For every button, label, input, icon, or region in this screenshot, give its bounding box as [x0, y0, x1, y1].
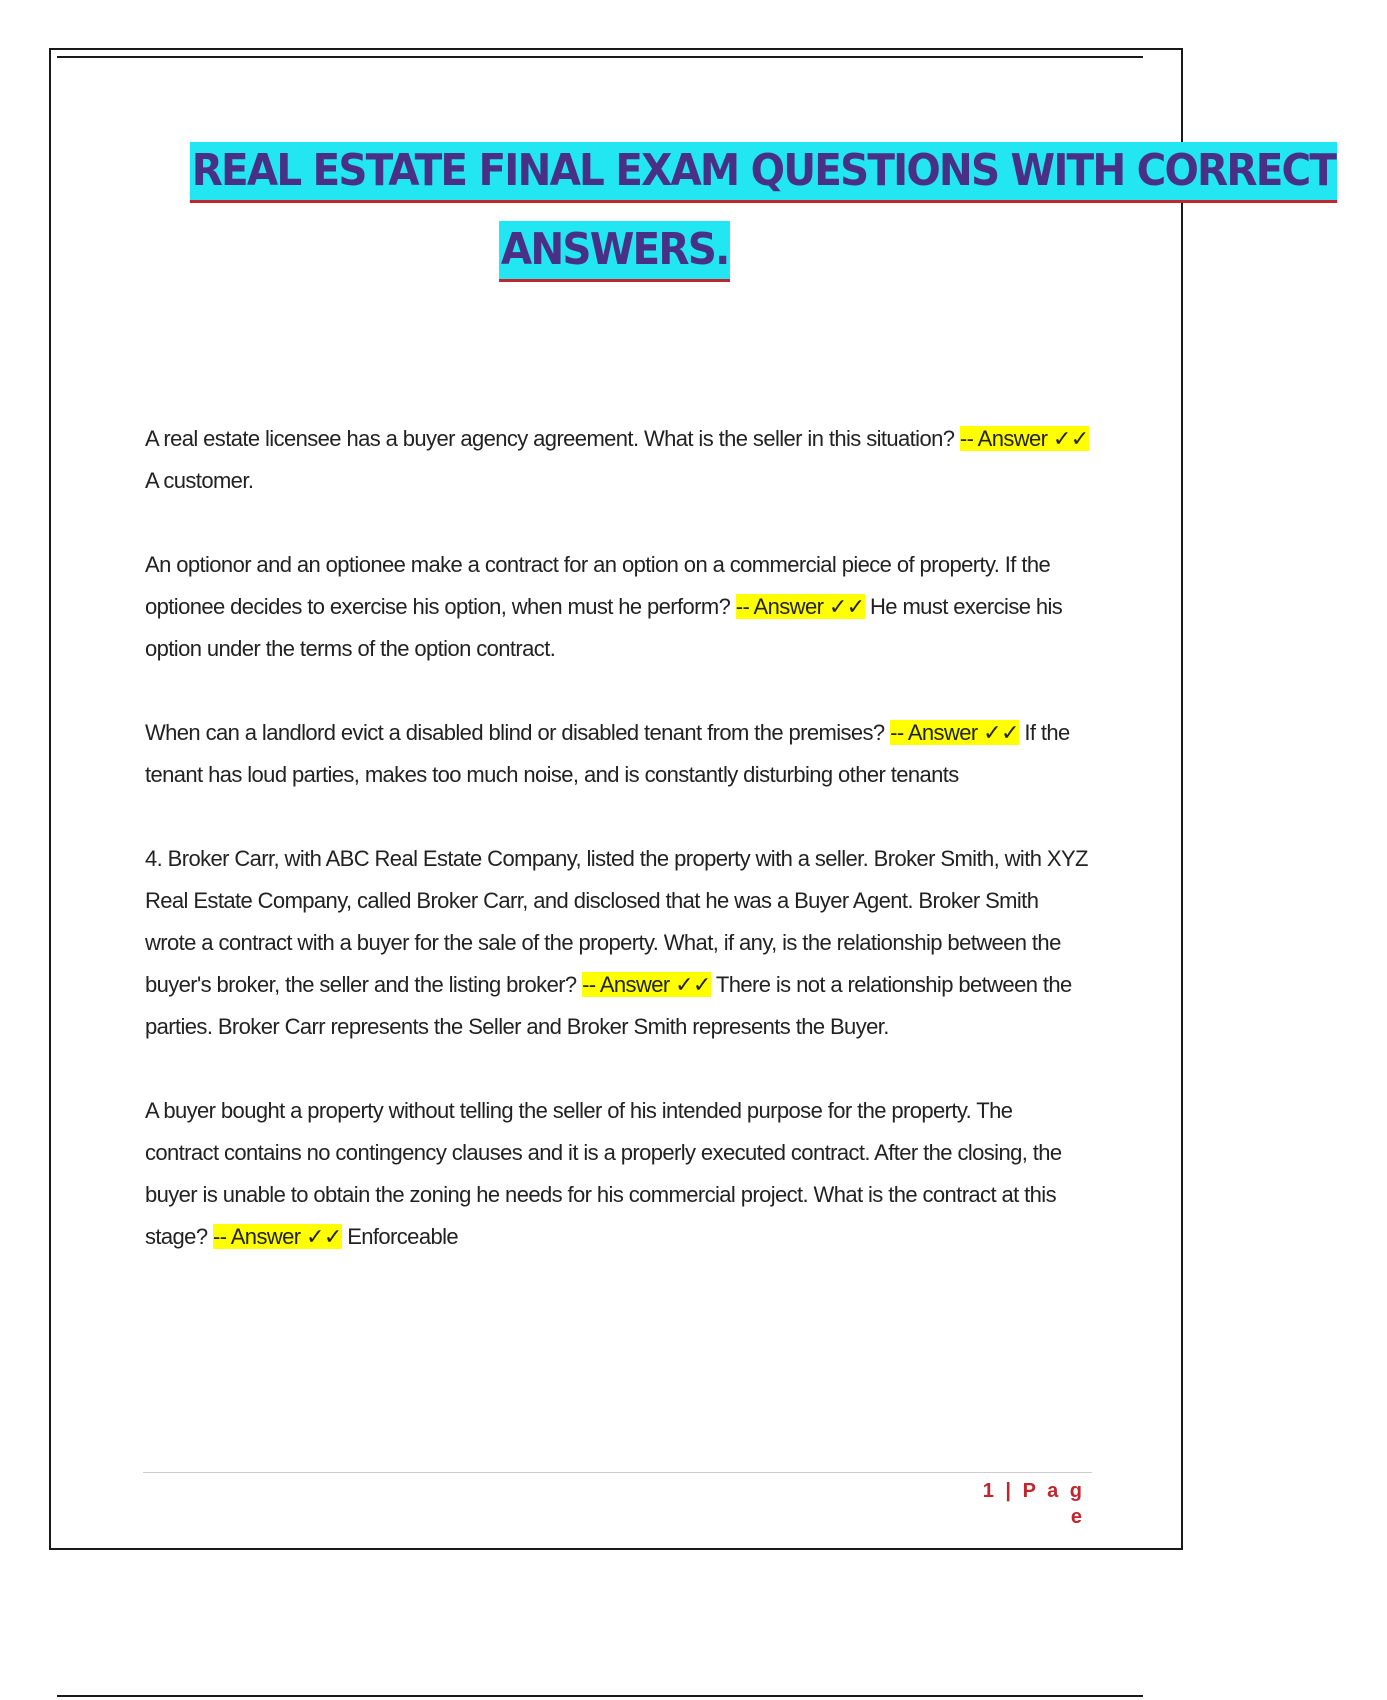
answer-text: He must exercise his option under the terms of the option contract. [145, 594, 1063, 661]
page-number: 1 | P a g e [982, 1480, 1085, 1528]
answer-text: Enforceable [347, 1224, 459, 1249]
answer-marker: -- Answer ✓✓ [212, 1224, 342, 1249]
next-page-edge [57, 1695, 1143, 1697]
qa-list [145, 418, 1090, 1300]
title-line-1: REAL ESTATE FINAL EXAM QUESTIONS WITH CORRECT [190, 142, 1337, 203]
qa-item-5 [145, 1090, 1090, 1258]
qa-item-1 [145, 418, 1090, 502]
qa-item-2 [145, 544, 1090, 670]
answer-marker: -- Answer ✓✓ [582, 972, 711, 997]
answer-marker: -- Answer ✓✓ [890, 720, 1019, 745]
question-text: When can a landlord evict a disabled blind or disabled tenant from the premises? [145, 720, 885, 745]
answer-text: If the tenant has loud parties, makes too much noise, and is constantly disturbing other tenants [145, 720, 1070, 787]
question-text: 4. Broker Carr, with ABC Real Estate Company, listed the property with a seller. Broker Smith, with XYZ Real Estate Company, called Broker Carr, and disclosed that he was a Buyer Agent. Broker Smith wrote a contract with a buyer for the sale of the property. What, if any, is the relationship between the buyer's broker, the seller and the listing broker? [145, 846, 1088, 997]
document-title [140, 142, 1336, 282]
qa-item-4 [145, 838, 1090, 1048]
question-text: An optionor and an optionee make a contract for an option on a commercial piece of property. If the optionee decides to exercise his option, when must he perform? [145, 552, 1051, 619]
answer-text: A customer. [145, 468, 254, 493]
answer-marker: -- Answer ✓✓ [735, 594, 865, 619]
top-rule [57, 56, 1143, 58]
footer-rule [143, 1472, 1092, 1473]
question-text: A real estate licensee has a buyer agency agreement. What is the seller in this situation? [145, 426, 955, 451]
answer-marker: -- Answer ✓✓ [959, 426, 1089, 451]
title-line-2: ANSWERS. [499, 221, 730, 282]
question-text: A buyer bought a property without telling the seller of his intended purpose for the property. The contract contains no contingency clauses and it is a properly executed contract. After the closing, the buyer is unable to obtain the zoning he needs for his commercial project. What is the contract at this stage? [145, 1098, 1062, 1249]
qa-item-3 [145, 712, 1090, 796]
answer-text: There is not a relationship between the parties. Broker Carr represents the Seller and Broker Smith represents the Buyer. [145, 972, 1072, 1039]
